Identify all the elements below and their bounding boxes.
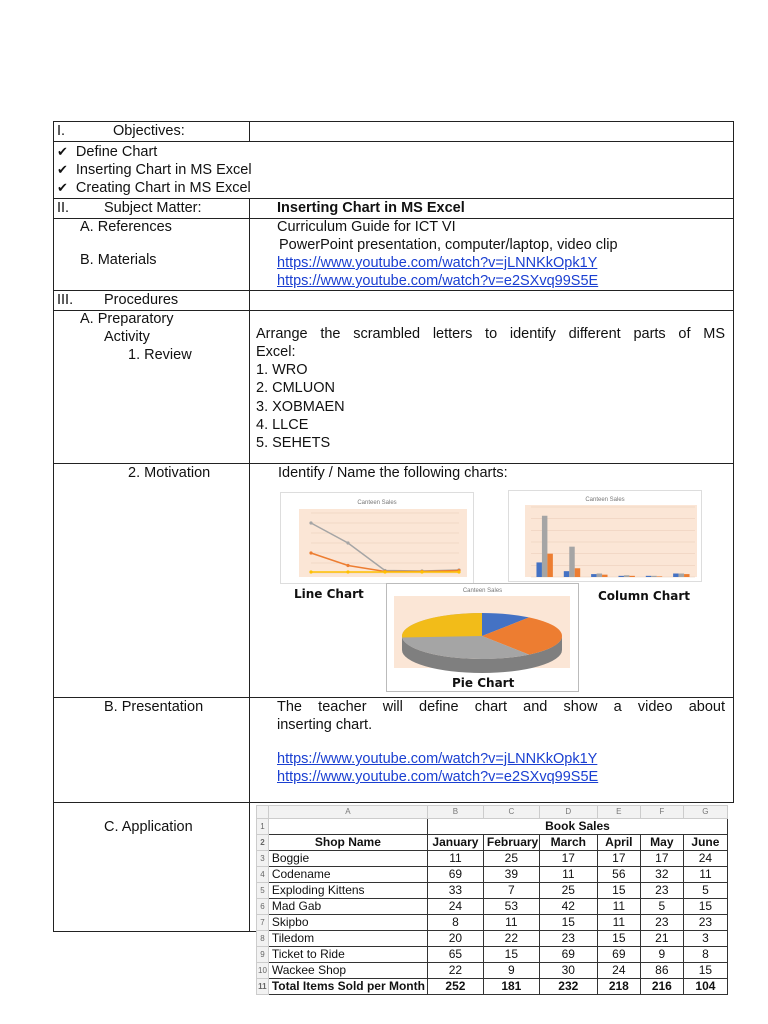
sales-cell: 11 [683, 867, 727, 883]
references-label: A. References [80, 219, 172, 235]
line-series [311, 523, 459, 571]
column-chart-svg [509, 491, 701, 581]
materials-link-2[interactable]: https://www.youtube.com/watch?v=e2SXvq99S5E [277, 273, 599, 289]
sales-cell: 15 [539, 915, 597, 931]
objective-item: ✔ Define Chart [57, 143, 157, 161]
objective-item: ✔ Inserting Chart in MS Excel [57, 161, 252, 179]
sales-cell: 20 [427, 931, 483, 947]
shop-name-cell: Mad Gab [268, 899, 427, 915]
sales-cell: 30 [539, 963, 597, 979]
objectives-label: Objectives: [113, 123, 185, 139]
review-item: 3. XOBMAEN [256, 399, 345, 415]
procedures-number: III. [57, 292, 74, 308]
review-instruction-2: Excel: [256, 344, 296, 360]
sales-cell: 17 [539, 851, 597, 867]
sales-cell: 22 [483, 931, 539, 947]
motivation-instruction: Identify / Name the following charts: [278, 465, 508, 481]
review-item: 1. WRO [256, 362, 308, 378]
presentation-link-2[interactable]: https://www.youtube.com/watch?v=e2SXvq99S5E [277, 769, 599, 785]
table-row: 3 Boggie 11 25 17 17 17 24 [257, 851, 728, 867]
group-header-row: 1 Book Sales [257, 819, 728, 835]
line-point [420, 570, 423, 573]
sales-cell: 53 [483, 899, 539, 915]
sales-cell: 21 [640, 931, 683, 947]
table-row: 5 Exploding Kittens 33 7 25 15 23 5 [257, 883, 728, 899]
book-sales-spreadsheet [256, 805, 728, 995]
sales-cell: 24 [683, 851, 727, 867]
sales-cell: 69 [597, 947, 640, 963]
column-bar [673, 574, 678, 578]
sales-cell: 24 [597, 963, 640, 979]
shop-name-cell: Boggie [268, 851, 427, 867]
table-row: 4 Codename 69 39 11 56 32 11 [257, 867, 728, 883]
table-row: 6 Mad Gab 24 53 42 11 5 15 [257, 899, 728, 915]
sales-cell: 15 [683, 899, 727, 915]
table-row: 10 Wackee Shop 22 9 30 24 86 15 [257, 963, 728, 979]
sales-cell: 5 [683, 883, 727, 899]
sales-cell: 32 [640, 867, 683, 883]
sales-cell: 9 [483, 963, 539, 979]
column-bar [602, 575, 607, 577]
sales-cell: 15 [597, 883, 640, 899]
sales-cell: 8 [683, 947, 727, 963]
line-point [383, 570, 386, 573]
sales-cell: 42 [539, 899, 597, 915]
line-point [346, 541, 349, 544]
review-item: 2. CMLUON [256, 380, 335, 396]
application-label: C. Application [104, 819, 193, 835]
presentation-text: The teacher will define chart and show a video about [277, 699, 725, 715]
sales-cell: 15 [597, 931, 640, 947]
column-bar [597, 574, 602, 578]
pie-slice-highlight [402, 613, 482, 637]
shop-name-cell: Codename [268, 867, 427, 883]
column-bar [684, 574, 689, 577]
pie-chart-svg [387, 584, 578, 691]
motivation-label: 2. Motivation [128, 465, 211, 481]
line-chart-title: Canteen Sales [357, 500, 397, 506]
preparatory-label: A. Preparatory [80, 311, 174, 327]
sales-cell: 65 [427, 947, 483, 963]
column-bar [569, 547, 574, 577]
review-item: 4. LLCE [256, 417, 309, 433]
sales-cell: 69 [427, 867, 483, 883]
column-bar [679, 574, 684, 578]
sales-cell: 7 [483, 883, 539, 899]
table-row: 9 Ticket to Ride 65 15 69 69 9 8 [257, 947, 728, 963]
column-letters-row: A B C D E F G [257, 806, 728, 819]
line-point [309, 570, 312, 573]
pie-chart-title: Canteen Sales [462, 588, 503, 594]
line-chart-image [280, 492, 474, 584]
column-chart-image [508, 490, 702, 582]
sales-cell: 11 [597, 899, 640, 915]
line-point [457, 570, 460, 573]
line-point [309, 551, 312, 554]
sales-cell: 8 [427, 915, 483, 931]
sales-cell: 11 [539, 867, 597, 883]
sales-cell: 23 [683, 915, 727, 931]
shop-name-cell: Wackee Shop [268, 963, 427, 979]
review-instruction: Arrange the scrambled letters to identify different parts of MS [256, 326, 725, 342]
table-row: 7 Skipbo 8 11 15 11 23 23 [257, 915, 728, 931]
sales-cell: 56 [597, 867, 640, 883]
sales-cell: 5 [640, 899, 683, 915]
sales-cell: 23 [640, 915, 683, 931]
book-sales-header: Book Sales [427, 819, 727, 835]
subject-matter-value: Inserting Chart in MS Excel [277, 200, 465, 216]
column-bar [547, 554, 552, 577]
materials-link-1[interactable]: https://www.youtube.com/watch?v=jLNNKkOpk1Y [277, 255, 598, 271]
preparatory-label-2: Activity [104, 329, 150, 345]
sales-cell: 25 [539, 883, 597, 899]
sales-cell: 15 [683, 963, 727, 979]
review-item: 5. SEHETS [256, 435, 331, 451]
sales-cell: 23 [539, 931, 597, 947]
objective-item: ✔ Creating Chart in MS Excel [57, 179, 251, 197]
sales-cell: 11 [597, 915, 640, 931]
pie-chart-caption: Pie Chart [452, 676, 515, 690]
shop-name-cell: Exploding Kittens [268, 883, 427, 899]
column-bar [657, 576, 662, 577]
header-row: 2 Shop Name January February March April May June [257, 835, 728, 851]
sales-cell: 69 [539, 947, 597, 963]
sales-cell: 86 [640, 963, 683, 979]
column-bar [646, 576, 651, 577]
line-point [346, 570, 349, 573]
column-bar [564, 571, 569, 577]
sales-cell: 33 [427, 883, 483, 899]
column-bar [542, 516, 547, 577]
total-row: 11 Total Items Sold per Month 252 181 232 218 216 104 [257, 979, 728, 995]
sales-cell: 9 [640, 947, 683, 963]
column-chart-caption: Column Chart [598, 589, 691, 603]
column-bar [591, 574, 596, 577]
presentation-link-1[interactable]: https://www.youtube.com/watch?v=jLNNKkOpk1Y [277, 751, 598, 767]
presentation-label: B. Presentation [104, 699, 204, 715]
line-point [346, 564, 349, 567]
line-chart-svg [281, 493, 473, 583]
sales-cell: 22 [427, 963, 483, 979]
sales-cell: 11 [483, 915, 539, 931]
column-bar [629, 576, 634, 577]
column-bar [651, 576, 656, 577]
column-chart-title: Canteen Sales [585, 497, 625, 503]
table-row: 8 Tiledom 20 22 23 15 21 3 [257, 931, 728, 947]
sales-cell: 24 [427, 899, 483, 915]
column-bar [624, 575, 629, 577]
line-point [309, 521, 312, 524]
line-chart-caption: Line Chart [294, 587, 364, 601]
presentation-text-2: inserting chart. [277, 717, 373, 733]
column-bar [575, 568, 580, 577]
sales-cell: 3 [683, 931, 727, 947]
sales-cell: 11 [427, 851, 483, 867]
sales-cell: 23 [640, 883, 683, 899]
sales-cell: 25 [483, 851, 539, 867]
column-bar [536, 562, 541, 577]
shop-name-cell: Ticket to Ride [268, 947, 427, 963]
subject-matter-label: Subject Matter: [104, 200, 202, 216]
references-value: Curriculum Guide for ICT VI [277, 219, 456, 235]
sales-cell: 17 [640, 851, 683, 867]
materials-label: B. Materials [80, 252, 157, 268]
sales-cell: 39 [483, 867, 539, 883]
column-bar [618, 576, 623, 577]
sales-cell: 17 [597, 851, 640, 867]
line-series [311, 553, 459, 572]
materials-value: PowerPoint presentation, computer/laptop, video clip [279, 237, 618, 253]
subject-matter-number: II. [57, 200, 70, 216]
shop-name-cell: Tiledom [268, 931, 427, 947]
review-label: 1. Review [128, 347, 192, 363]
sales-cell: 15 [483, 947, 539, 963]
shop-name-cell: Skipbo [268, 915, 427, 931]
procedures-label: Procedures [104, 292, 179, 308]
objectives-number: I. [57, 123, 66, 139]
